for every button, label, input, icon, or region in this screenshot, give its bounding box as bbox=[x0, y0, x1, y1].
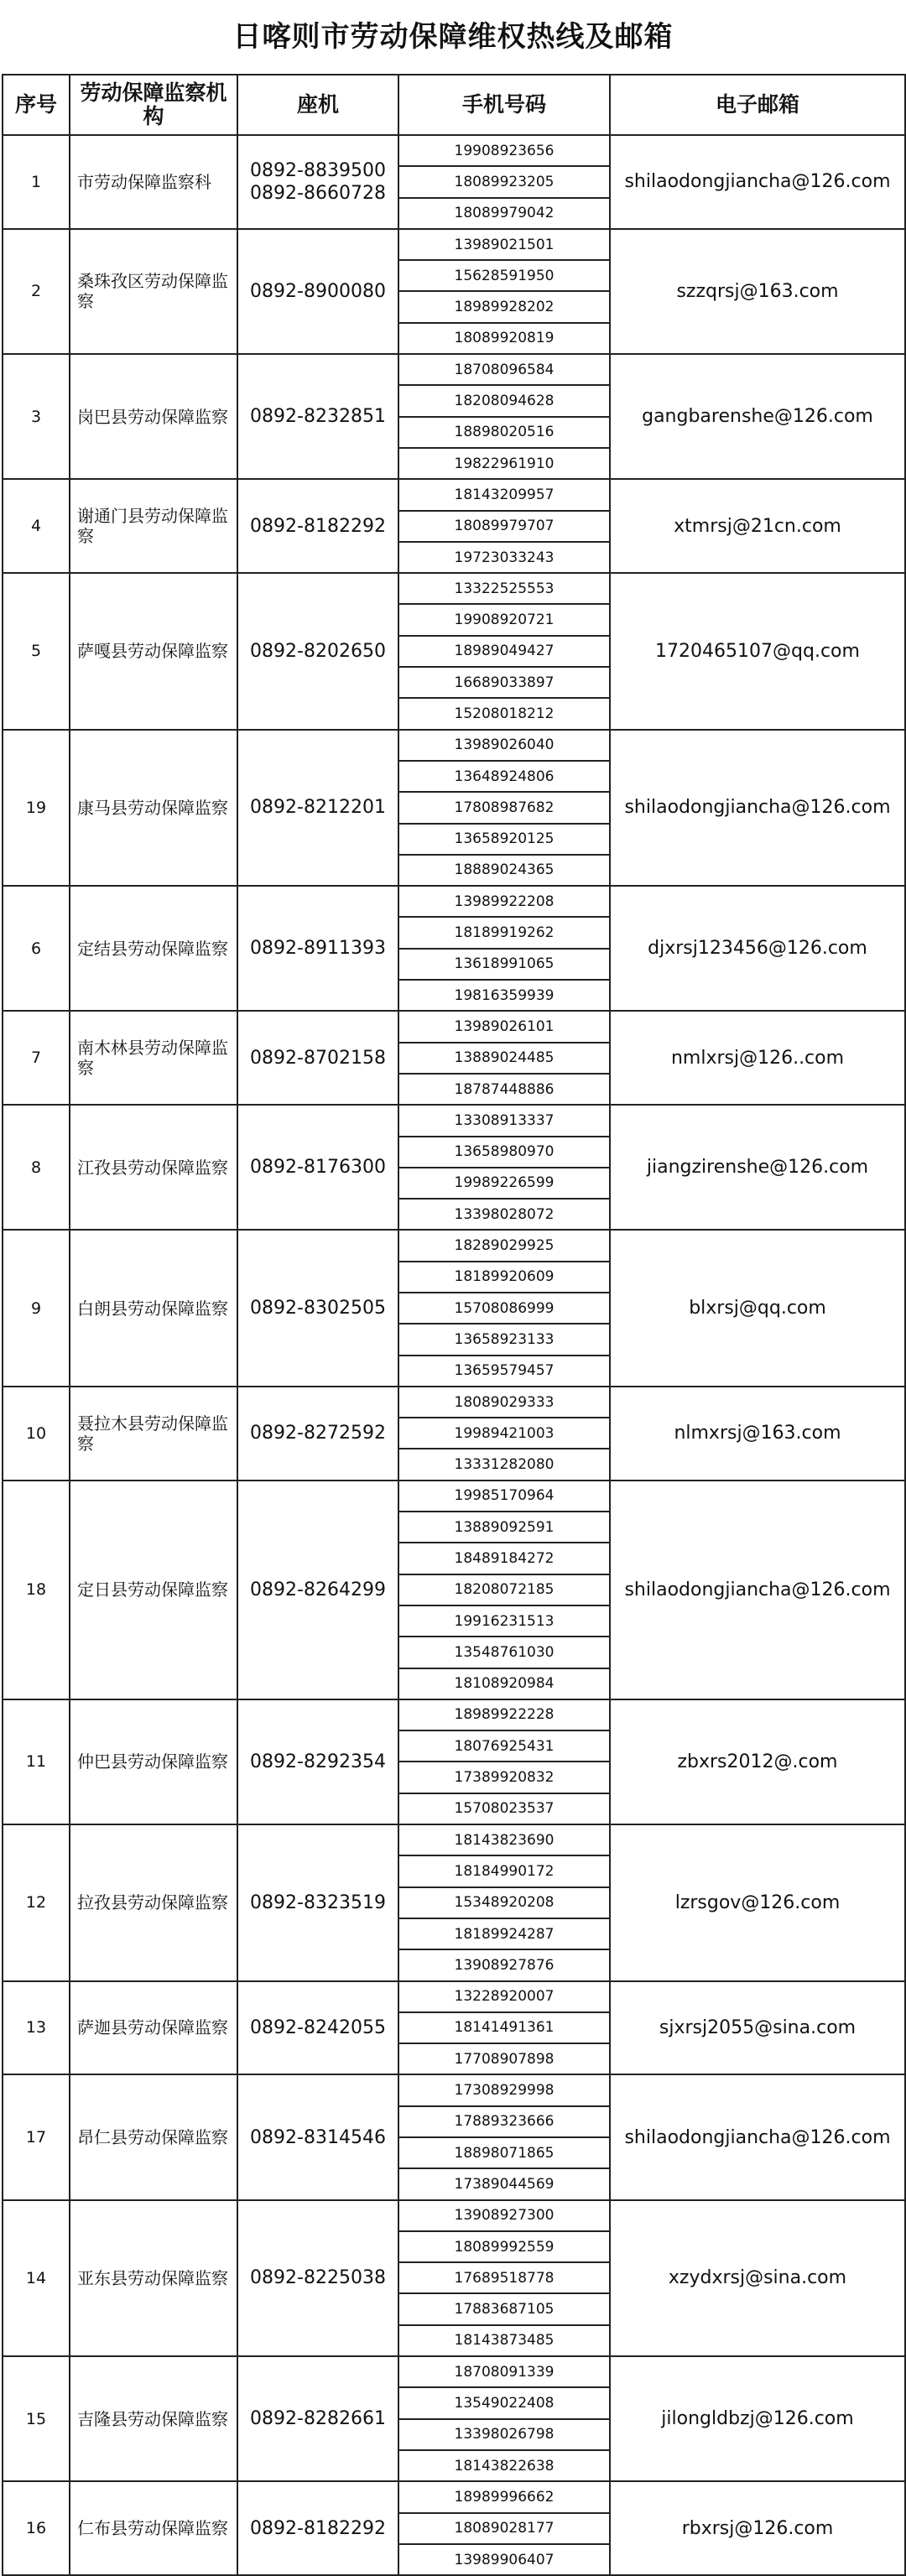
table-row bbox=[3, 1699, 905, 1730]
landline-number: 0892-8272592 bbox=[250, 1423, 386, 1444]
cell-email: nmlxrsj@126..com bbox=[610, 1011, 905, 1105]
cell-org: 康马县劳动保障监察 bbox=[70, 730, 237, 886]
cell-landline bbox=[237, 1230, 398, 1386]
cell-mobile: 18089979707 bbox=[398, 511, 610, 542]
table-body bbox=[3, 135, 905, 2575]
cell-index: 15 bbox=[3, 2356, 70, 2481]
cell-index: 16 bbox=[3, 2481, 70, 2575]
cell-mobile: 15208018212 bbox=[398, 698, 610, 729]
cell-landline bbox=[237, 1105, 398, 1230]
cell-mobile: 17389044569 bbox=[398, 2168, 610, 2199]
cell-mobile: 18208094628 bbox=[398, 385, 610, 416]
cell-mobile: 18143873485 bbox=[398, 2325, 610, 2356]
cell-mobile: 18089029333 bbox=[398, 1387, 610, 1418]
cell-index: 2 bbox=[3, 229, 70, 354]
cell-mobile: 15708086999 bbox=[398, 1293, 610, 1324]
table-row bbox=[3, 1105, 905, 1136]
cell-mobile: 15708023537 bbox=[398, 1793, 610, 1824]
cell-mobile: 18898020516 bbox=[398, 417, 610, 448]
cell-org: 定结县劳动保障监察 bbox=[70, 886, 237, 1011]
cell-landline bbox=[237, 354, 398, 479]
cell-mobile: 13648924806 bbox=[398, 761, 610, 792]
cell-mobile: 13889092591 bbox=[398, 1512, 610, 1543]
cell-mobile: 13308913337 bbox=[398, 1105, 610, 1136]
landline-number: 0892-8242055 bbox=[250, 2017, 386, 2038]
cell-mobile: 13989922208 bbox=[398, 886, 610, 917]
cell-org: 仲巴县劳动保障监察 bbox=[70, 1699, 237, 1824]
cell-mobile: 18889024365 bbox=[398, 855, 610, 886]
table-header-row bbox=[3, 75, 905, 135]
cell-landline bbox=[237, 1011, 398, 1105]
cell-mobile: 18108920984 bbox=[398, 1668, 610, 1699]
cell-mobile: 19989226599 bbox=[398, 1168, 610, 1199]
header-index: 序号 bbox=[3, 75, 70, 135]
cell-mobile: 18989996662 bbox=[398, 2481, 610, 2512]
cell-org: 萨嘎县劳动保障监察 bbox=[70, 573, 237, 729]
cell-index: 1 bbox=[3, 135, 70, 229]
cell-mobile: 18289029925 bbox=[398, 1230, 610, 1261]
table-row bbox=[3, 573, 905, 604]
cell-mobile: 13989026040 bbox=[398, 730, 610, 761]
landline-number: 0892-8660728 bbox=[250, 182, 386, 204]
cell-org: 江孜县劳动保障监察 bbox=[70, 1105, 237, 1230]
cell-mobile: 18143823690 bbox=[398, 1824, 610, 1855]
cell-mobile: 13659579457 bbox=[398, 1356, 610, 1387]
cell-mobile: 17889323666 bbox=[398, 2106, 610, 2137]
cell-mobile: 13908927876 bbox=[398, 1949, 610, 1980]
landline-number: 0892-8202650 bbox=[250, 640, 386, 662]
cell-mobile: 19822961910 bbox=[398, 448, 610, 479]
cell-mobile: 18708091339 bbox=[398, 2356, 610, 2387]
cell-mobile: 18089992559 bbox=[398, 2231, 610, 2262]
cell-mobile: 18089920819 bbox=[398, 323, 610, 354]
table-row bbox=[3, 1981, 905, 2012]
cell-index: 8 bbox=[3, 1105, 70, 1230]
landline-number: 0892-8292354 bbox=[250, 1751, 386, 1772]
cell-org: 市劳动保障监察科 bbox=[70, 135, 237, 229]
cell-mobile: 13989021501 bbox=[398, 229, 610, 260]
cell-landline bbox=[237, 1981, 398, 2075]
cell-mobile: 17389920832 bbox=[398, 1762, 610, 1793]
cell-org: 岗巴县劳动保障监察 bbox=[70, 354, 237, 479]
cell-landline bbox=[237, 2074, 398, 2199]
cell-landline bbox=[237, 2356, 398, 2481]
cell-org: 萨迦县劳动保障监察 bbox=[70, 1981, 237, 2075]
cell-landline bbox=[237, 1481, 398, 1699]
landline-number: 0892-8176300 bbox=[250, 1157, 386, 1179]
cell-mobile: 19723033243 bbox=[398, 542, 610, 573]
cell-index: 9 bbox=[3, 1230, 70, 1386]
cell-org: 聂拉木县劳动保障监察 bbox=[70, 1387, 237, 1481]
table-row bbox=[3, 2481, 905, 2512]
cell-mobile: 17308929998 bbox=[398, 2074, 610, 2105]
cell-index: 6 bbox=[3, 886, 70, 1011]
cell-index: 5 bbox=[3, 573, 70, 729]
cell-email: djxrsj123456@126.com bbox=[610, 886, 905, 1011]
cell-mobile: 19989421003 bbox=[398, 1418, 610, 1449]
cell-mobile: 13908927300 bbox=[398, 2200, 610, 2231]
cell-email: gangbarenshe@126.com bbox=[610, 354, 905, 479]
cell-org: 仁布县劳动保障监察 bbox=[70, 2481, 237, 2575]
cell-org: 昂仁县劳动保障监察 bbox=[70, 2074, 237, 2199]
cell-email: shilaodongjiancha@126.com bbox=[610, 1481, 905, 1699]
cell-mobile: 18208072185 bbox=[398, 1574, 610, 1605]
cell-index: 14 bbox=[3, 2200, 70, 2356]
cell-mobile: 16689033897 bbox=[398, 667, 610, 698]
table-row bbox=[3, 1387, 905, 1418]
cell-mobile: 18089979042 bbox=[398, 198, 610, 229]
cell-mobile: 18989928202 bbox=[398, 291, 610, 322]
cell-email: rbxrsj@126.com bbox=[610, 2481, 905, 2575]
cell-index: 3 bbox=[3, 354, 70, 479]
cell-landline bbox=[237, 1824, 398, 1980]
header-mobile: 手机号码 bbox=[398, 75, 610, 135]
cell-mobile: 18189919262 bbox=[398, 917, 610, 948]
landline-number: 0892-8212201 bbox=[250, 797, 386, 819]
cell-index: 10 bbox=[3, 1387, 70, 1481]
cell-mobile: 18143822638 bbox=[398, 2450, 610, 2481]
cell-index: 13 bbox=[3, 1981, 70, 2075]
cell-landline bbox=[237, 573, 398, 729]
table-row bbox=[3, 1481, 905, 1512]
cell-landline bbox=[237, 2481, 398, 2575]
cell-email: shilaodongjiancha@126.com bbox=[610, 135, 905, 229]
header-landline: 座机 bbox=[237, 75, 398, 135]
cell-mobile: 18189924287 bbox=[398, 1918, 610, 1949]
cell-mobile: 13658920125 bbox=[398, 824, 610, 855]
cell-mobile: 13658980970 bbox=[398, 1137, 610, 1168]
cell-index: 17 bbox=[3, 2074, 70, 2199]
cell-mobile: 18989049427 bbox=[398, 636, 610, 667]
cell-org: 白朗县劳动保障监察 bbox=[70, 1230, 237, 1386]
cell-index: 11 bbox=[3, 1699, 70, 1824]
cell-mobile: 13548761030 bbox=[398, 1637, 610, 1668]
cell-email: xtmrsj@21cn.com bbox=[610, 479, 905, 573]
cell-email: nlmxrsj@163.com bbox=[610, 1387, 905, 1481]
cell-email: jilongldbzj@126.com bbox=[610, 2356, 905, 2481]
cell-mobile: 18076925431 bbox=[398, 1730, 610, 1762]
cell-org: 桑珠孜区劳动保障监察 bbox=[70, 229, 237, 354]
page-title: 日喀则市劳动保障维权热线及邮箱 bbox=[232, 20, 674, 54]
cell-org: 吉隆县劳动保障监察 bbox=[70, 2356, 237, 2481]
cell-mobile: 13228920007 bbox=[398, 1981, 610, 2012]
header-email: 电子邮箱 bbox=[610, 75, 905, 135]
table-row bbox=[3, 1011, 905, 1042]
cell-mobile: 18787448886 bbox=[398, 1074, 610, 1105]
cell-mobile: 18489184272 bbox=[398, 1543, 610, 1574]
landline-number: 0892-8225038 bbox=[250, 2267, 386, 2289]
table-row bbox=[3, 1230, 905, 1261]
cell-org: 拉孜县劳动保障监察 bbox=[70, 1824, 237, 1980]
table-row bbox=[3, 2356, 905, 2387]
landline-number: 0892-8264299 bbox=[250, 1579, 386, 1600]
cell-mobile: 19916231513 bbox=[398, 1605, 610, 1637]
cell-mobile: 17808987682 bbox=[398, 792, 610, 823]
cell-org: 南木林县劳动保障监察 bbox=[70, 1011, 237, 1105]
cell-mobile: 19985170964 bbox=[398, 1481, 610, 1512]
table-row bbox=[3, 2074, 905, 2105]
cell-email: xzydxrsj@sina.com bbox=[610, 2200, 905, 2356]
landline-number: 0892-8839500 bbox=[250, 159, 386, 181]
cell-mobile: 18898071865 bbox=[398, 2137, 610, 2168]
cell-mobile: 13989026101 bbox=[398, 1011, 610, 1042]
cell-mobile: 13398028072 bbox=[398, 1199, 610, 1230]
cell-mobile: 13658923133 bbox=[398, 1324, 610, 1355]
cell-landline bbox=[237, 229, 398, 354]
landline-number: 0892-8314546 bbox=[250, 2126, 386, 2148]
cell-org: 谢通门县劳动保障监察 bbox=[70, 479, 237, 573]
table-row bbox=[3, 730, 905, 761]
landline-number: 0892-8182292 bbox=[250, 2517, 386, 2539]
cell-mobile: 17883687105 bbox=[398, 2293, 610, 2324]
cell-mobile: 15628591950 bbox=[398, 260, 610, 291]
landline-number: 0892-8702158 bbox=[250, 1047, 386, 1069]
cell-mobile: 13331282080 bbox=[398, 1449, 610, 1480]
cell-email: zbxrs2012@.com bbox=[610, 1699, 905, 1824]
cell-mobile: 18089028177 bbox=[398, 2513, 610, 2544]
cell-mobile: 13989906407 bbox=[398, 2544, 610, 2575]
cell-mobile: 18989922228 bbox=[398, 1699, 610, 1730]
cell-email: shilaodongjiancha@126.com bbox=[610, 2074, 905, 2199]
table-row bbox=[3, 229, 905, 260]
cell-email: shilaodongjiancha@126.com bbox=[610, 730, 905, 886]
cell-index: 7 bbox=[3, 1011, 70, 1105]
landline-number: 0892-8182292 bbox=[250, 515, 386, 537]
cell-landline bbox=[237, 1387, 398, 1481]
table-row bbox=[3, 135, 905, 166]
cell-mobile: 13618991065 bbox=[398, 949, 610, 980]
landline-number: 0892-8911393 bbox=[250, 938, 386, 960]
table-row bbox=[3, 886, 905, 917]
cell-mobile: 19908920721 bbox=[398, 604, 610, 635]
cell-mobile: 18141491361 bbox=[398, 2012, 610, 2043]
cell-mobile: 13398026798 bbox=[398, 2419, 610, 2450]
cell-email: 1720465107@qq.com bbox=[610, 573, 905, 729]
cell-email: blxrsj@qq.com bbox=[610, 1230, 905, 1386]
cell-email: szzqrsj@163.com bbox=[610, 229, 905, 354]
landline-number: 0892-8323519 bbox=[250, 1892, 386, 1913]
table-row bbox=[3, 1824, 905, 1855]
cell-mobile: 19816359939 bbox=[398, 980, 610, 1011]
cell-email: sjxrsj2055@sina.com bbox=[610, 1981, 905, 2075]
landline-number: 0892-8900080 bbox=[250, 280, 386, 302]
cell-mobile: 18143209957 bbox=[398, 479, 610, 510]
cell-landline bbox=[237, 479, 398, 573]
cell-email: jiangzirenshe@126.com bbox=[610, 1105, 905, 1230]
cell-landline bbox=[237, 2200, 398, 2356]
header-org: 劳动保障监察机构 bbox=[70, 75, 237, 135]
cell-mobile: 17689518778 bbox=[398, 2262, 610, 2293]
cell-mobile: 18184990172 bbox=[398, 1855, 610, 1886]
cell-landline bbox=[237, 730, 398, 886]
cell-index: 18 bbox=[3, 1481, 70, 1699]
cell-mobile: 18089923205 bbox=[398, 166, 610, 197]
cell-email: lzrsgov@126.com bbox=[610, 1824, 905, 1980]
cell-landline bbox=[237, 886, 398, 1011]
cell-index: 4 bbox=[3, 479, 70, 573]
cell-mobile: 19908923656 bbox=[398, 135, 610, 166]
cell-mobile: 13322525553 bbox=[398, 573, 610, 604]
cell-mobile: 18189920609 bbox=[398, 1262, 610, 1293]
cell-mobile: 15348920208 bbox=[398, 1887, 610, 1918]
cell-landline bbox=[237, 135, 398, 229]
cell-mobile: 13549022408 bbox=[398, 2387, 610, 2418]
cell-index: 19 bbox=[3, 730, 70, 886]
hotline-table bbox=[2, 74, 906, 2576]
cell-org: 亚东县劳动保障监察 bbox=[70, 2200, 237, 2356]
table-row bbox=[3, 354, 905, 385]
cell-org: 定日县劳动保障监察 bbox=[70, 1481, 237, 1699]
cell-mobile: 17708907898 bbox=[398, 2043, 610, 2074]
cell-index: 12 bbox=[3, 1824, 70, 1980]
table-row bbox=[3, 479, 905, 510]
cell-mobile: 13889024485 bbox=[398, 1043, 610, 1074]
landline-number: 0892-8302505 bbox=[250, 1298, 386, 1319]
table-row bbox=[3, 2200, 905, 2231]
cell-landline bbox=[237, 1699, 398, 1824]
landline-number: 0892-8232851 bbox=[250, 406, 386, 428]
cell-mobile: 18708096584 bbox=[398, 354, 610, 385]
landline-number: 0892-8282661 bbox=[250, 2408, 386, 2430]
